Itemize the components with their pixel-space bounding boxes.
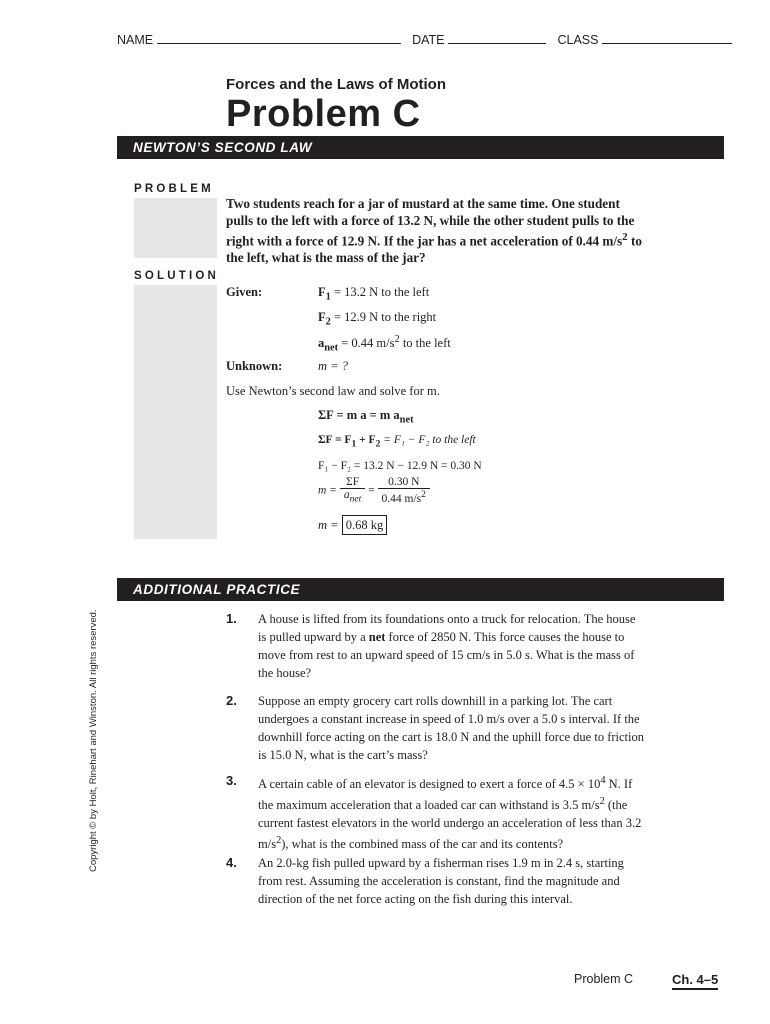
name-blank <box>157 33 401 44</box>
given-label: Given: <box>226 285 263 299</box>
equation-1: ΣF = m a = m $a_{net}$ <box>318 408 414 426</box>
date-label: DATE <box>412 33 445 47</box>
equation-2: $\Sigma F = F_1 + F_2 = F_1 - F_2$ to the left <box>318 434 476 450</box>
solution-instruction: Use Newton’s second law and solve for m. <box>226 384 440 398</box>
practice-item: 3. A certain cable of an elevator is designed to exert a force of $4.5 \times 10^4$ N. If the maximum acceleration that a loaded car can withstand is 3.5 $m/s^2$ (the current fastest elevators in the world undergo an acceleration of less than 3.2 $m/s^2$), what is the combined mass of the car and its contents? <box>226 773 642 852</box>
unknown-value: m = ? <box>318 359 348 373</box>
footer-chapter-label: Ch. 4–5 <box>672 972 718 990</box>
name-label: NAME <box>117 33 154 47</box>
given-f2: $F_2 = 12.9$ N to the right <box>318 310 437 328</box>
problem-text: Two students reach for a jar of mustard at the same time. One student pulls to the left with a force of 13.2 N, while the other student pulls to the right with a force of 12.9 N. If the jar has a net acceleration of 0.44 $m/s^2$ to the left, what is the mass of the jar? <box>226 196 642 266</box>
additional-practice-bar <box>117 578 724 601</box>
additional-practice-label: ADDITIONAL PRACTICE <box>133 582 301 597</box>
footer-problem-label: Problem C <box>574 972 634 986</box>
answer-box: 0.68 kg <box>342 515 388 535</box>
equation-4: m = $\frac{\Sigma F}{a_{net}}$ = $\frac{0.30 N}{0.44 m/s^2}$ <box>318 476 430 505</box>
fraction-numeric: $\frac{0.30 N}{0.44 m/s^2}$ <box>378 476 430 505</box>
problem-label: PROBLEM <box>134 183 214 195</box>
equation-3: F₁ − F₂ = 13.2 N − 12.9 N = 0.30 N <box>318 460 482 472</box>
class-label: CLASS <box>557 33 599 47</box>
page-title: Problem C <box>226 93 421 135</box>
fraction-sum-force-over-a-net: $\frac{\Sigma F}{a_{net}}$ <box>340 476 365 504</box>
copyright-notice: Copyright © by Holt, Rinehart and Winston. All rights reserved. <box>88 609 99 872</box>
practice-item: 4. An 2.0-kg fish pulled upward by a fisherman rises 1.9 m in 2.4 s, starting from rest. Assuming the acceleration is constant, find the magnitude and direction of the net force acting on the fish during this interval. <box>226 855 624 906</box>
solution-shade <box>134 285 217 539</box>
given-a-net: $a_{net} = 0.44$ $m/s^2$ to the left <box>318 334 451 354</box>
chapter-subtitle: Forces and the Laws of Motion <box>226 76 447 93</box>
practice-item: 2. Suppose an empty grocery cart rolls downhill in a parking lot. The cart undergoes a constant increase in speed of 1.0 m/s over a 5.0 s interval. If the downhill force acting on the cart is 18.0 N and the uphill force due to friction is 15.0 N, what is the cart’s mass? <box>226 693 644 762</box>
section-bar-label: NEWTON’S SECOND LAW <box>133 140 313 155</box>
answer-line: m = 0.68 kg <box>318 518 387 533</box>
section-bar <box>117 136 724 159</box>
unknown-label: Unknown: <box>226 359 283 373</box>
given-f1: $F_1 = 13.2$ N to the left <box>318 285 430 303</box>
class-blank <box>602 33 732 44</box>
solution-label: SOLUTION <box>134 270 220 282</box>
date-blank <box>448 33 546 44</box>
practice-item: 1. A house is lifted from its foundations onto a truck for relocation. The house is pulled upward by a net force of 2850 N. This force causes the house to move from rest to an upward speed of 15 cm/s in 5.0 s. What is the mass of the house? <box>226 611 636 680</box>
worksheet-header <box>117 33 732 47</box>
problem-shade <box>134 198 217 258</box>
